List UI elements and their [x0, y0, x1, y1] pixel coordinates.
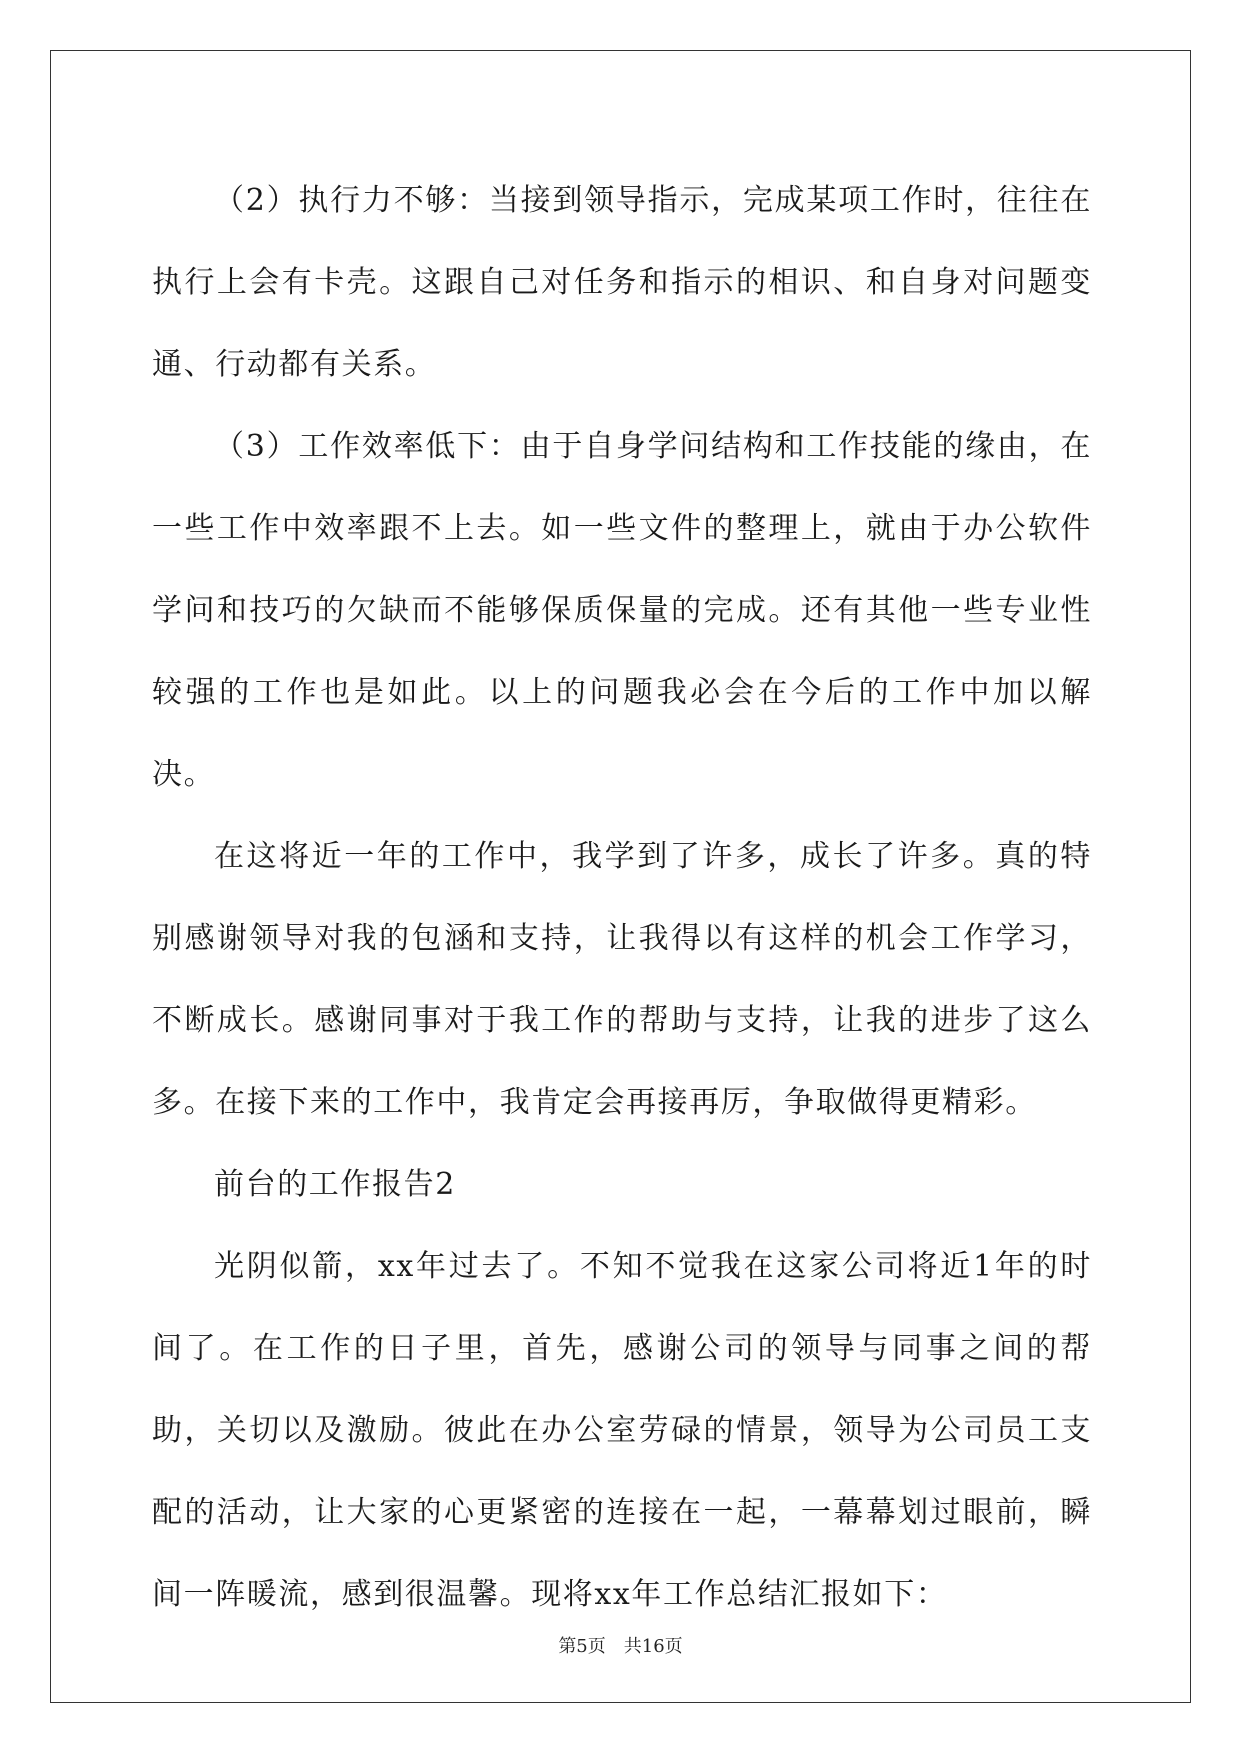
- paragraph-execution: （2）执行力不够：当接到领导指示，完成某项工作时，往往在执行上会有卡壳。这跟自己对任务和指示的相识、和自身对问题变通、行动都有关系。: [152, 183, 1092, 382]
- page-total: 共16页: [623, 1636, 683, 1657]
- document-body: [152, 160, 1092, 1636]
- page-number: 第5页: [558, 1636, 606, 1657]
- paragraph-efficiency: （3）工作效率低下：由于自身学问结构和工作技能的缘由，在一些工作中效率跟不上去。如一些文件的整理上，就由于办公软件学问和技巧的欠缺而不能够保质保量的完成。还有其他一些专业性较强的工作也是如此。以上的问题我必会在今后的工作中加以解决。: [152, 429, 1092, 792]
- paragraph-gratitude: 在这将近一年的工作中，我学到了许多，成长了许多。真的特别感谢领导对我的包涵和支持，让我得以有这样的机会工作学习，不断成长。感谢同事对于我工作的帮助与支持，让我的进步了这么多。在接下来的工作中，我肯定会再接再厉，争取做得更精彩。: [152, 839, 1092, 1120]
- page-footer: [0, 1632, 1241, 1658]
- section-heading: 前台的工作报告2: [214, 1167, 456, 1202]
- paragraph-summary-intro: 光阴似箭，xx年过去了。不知不觉我在这家公司将近1年的时间了。在工作的日子里，首先，感谢公司的领导与同事之间的帮助，关切以及激励。彼此在办公室劳碌的情景，领导为公司员工支配的活动，让大家的心更紧密的连接在一起，一幕幕划过眼前，瞬间一阵暖流，感到很温馨。现将xx年工作总结汇报如下：: [152, 1249, 1092, 1612]
